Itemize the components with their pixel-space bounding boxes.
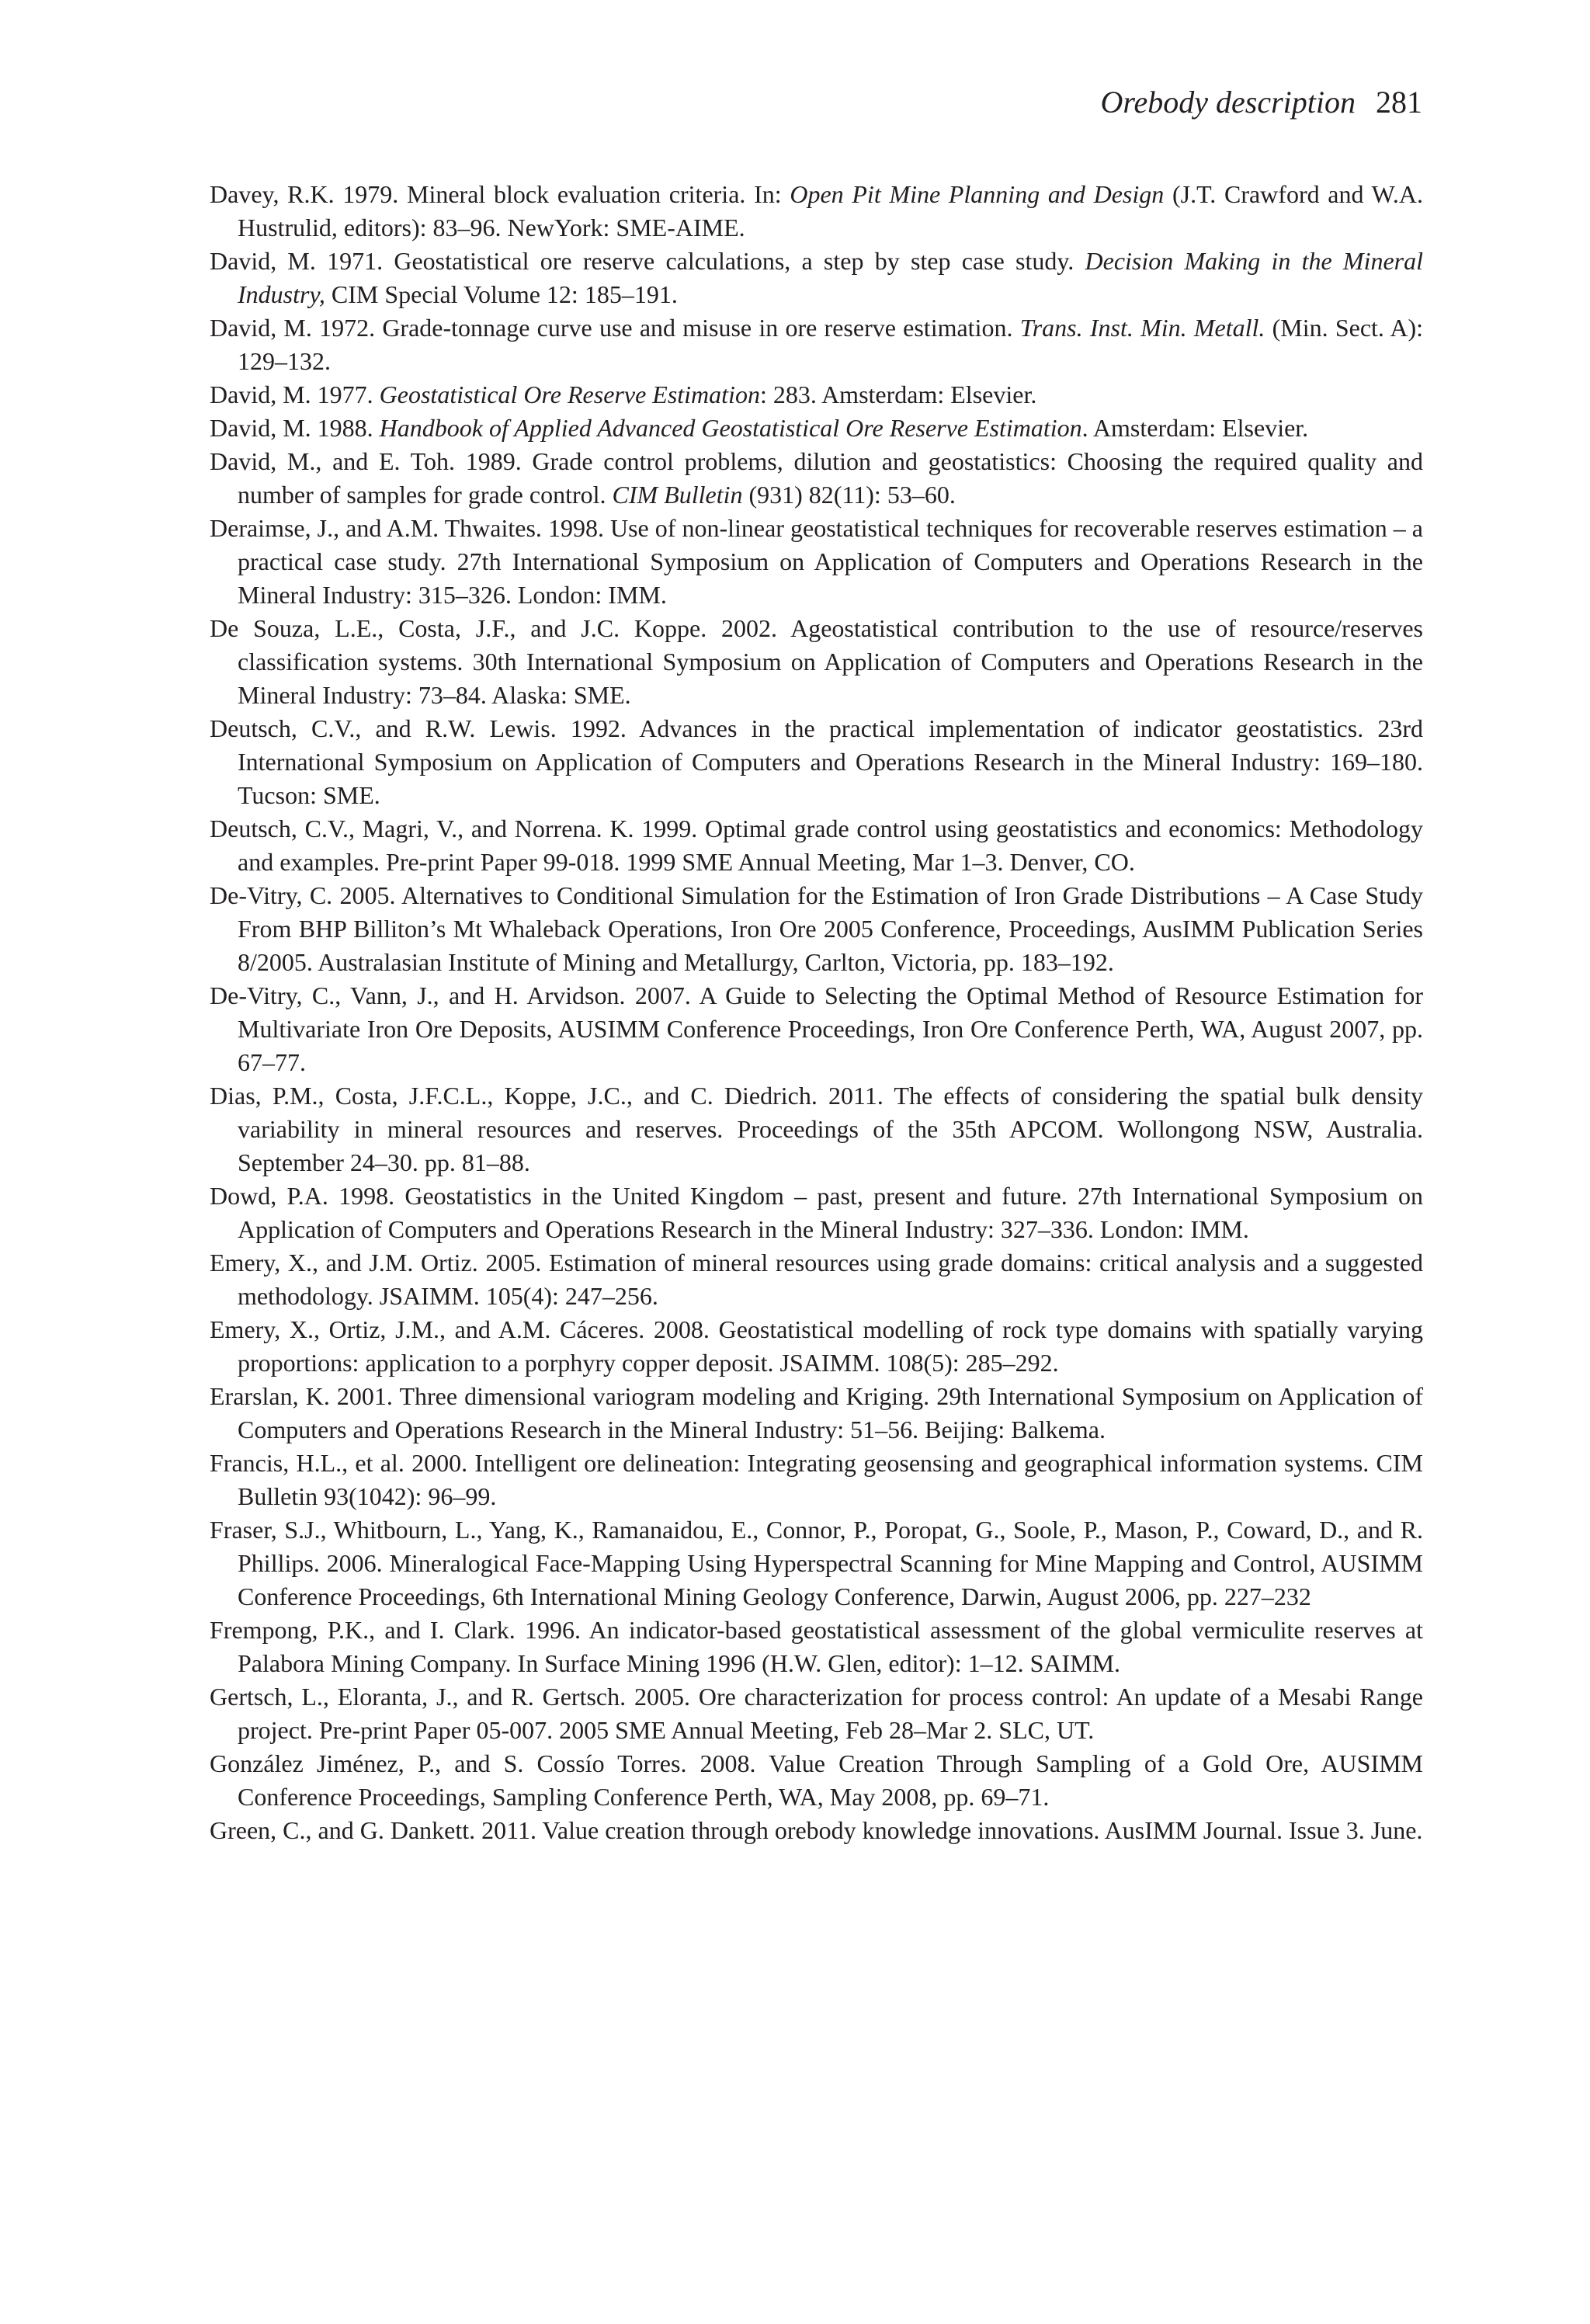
reference-entry bbox=[210, 812, 1423, 879]
reference-text: Deutsch, C.V., and R.W. Lewis. 1992. Advances in the practical implementation of indicator geostatistics. 23rd International Symposium on Application of Computers and Operations Research in the Mineral Industry: 169–180. Tucson: SME. bbox=[210, 714, 1423, 809]
reference-entry bbox=[210, 412, 1423, 445]
reference-entry bbox=[210, 311, 1423, 378]
reference-entry bbox=[210, 712, 1423, 812]
running-title: Orebody description bbox=[1100, 85, 1356, 120]
reference-text: : 283. Amsterdam: Elsevier. bbox=[759, 380, 1037, 408]
reference-list bbox=[210, 178, 1423, 1847]
reference-text: . Amsterdam: Elsevier. bbox=[1081, 414, 1309, 442]
reference-text: Francis, H.L., et al. 2000. Intelligent ore delineation: Integrating geosensing and geographical information systems. CIM Bulletin 93(1042): 96–99. bbox=[210, 1449, 1423, 1510]
page-header bbox=[1101, 87, 1422, 118]
reference-text: CIM Special Volume 12: 185–191. bbox=[325, 280, 678, 308]
page-number: 281 bbox=[1376, 85, 1422, 120]
reference-text: Fraser, S.J., Whitbourn, L., Yang, K., Ramanaidou, E., Connor, P., Poropat, G., Soole, P., Mason, P., Coward, D., and R. Phillips. 2006. Mineralogical Face-Mapping Using Hyperspectral Scanning for Mine Mapping and Control, AUSIMM Conference Proceedings, 6th International Mining Geology Conference, Darwin, August 2006, pp. 227–232 bbox=[210, 1516, 1423, 1610]
reference-text: David, M. 1971. Geostatistical ore reserve calculations, a step by step case study. bbox=[210, 247, 1085, 275]
reference-text: (J.T. Crawford and W.A. Hustrulid, editors): 83–96. NewYork: SME-AIME. bbox=[238, 180, 1424, 241]
reference-text: González Jiménez, P., and S. Cossío Torres. 2008. Value Creation Through Sampling of a Gold Ore, AUSIMM Conference Proceedings, Sampling Conference Perth, WA, May 2008, pp. 69–71. bbox=[210, 1749, 1423, 1811]
reference-text: (931) 82(11): 53–60. bbox=[742, 481, 956, 509]
reference-text: David, M. 1972. Grade-tonnage curve use and misuse in ore reserve estimation. bbox=[210, 314, 1020, 342]
reference-text: De Souza, L.E., Costa, J.F., and J.C. Koppe. 2002. Ageostatistical contribution to the use of resource/reserves classification systems. 30th International Symposium on Application of Computers and Operations Research in the Mineral Industry: 73–84. Alaska: SME. bbox=[210, 614, 1423, 709]
reference-entry bbox=[210, 612, 1423, 712]
reference-entry bbox=[210, 1513, 1423, 1614]
reference-text: David, M. 1988. bbox=[210, 414, 380, 442]
reference-text: De-Vitry, C. 2005. Alternatives to Conditional Simulation for the Estimation of Iron Grade Distributions – A Case Study From BHP Billiton’s Mt Whaleback Operations, Iron Ore 2005 Conference, Proceedings, AusIMM Publication Series 8/2005. Australasian Institute of Mining and Metallurgy, Carlton, Victoria, pp. 183–192. bbox=[210, 881, 1423, 976]
reference-entry bbox=[210, 245, 1423, 311]
reference-entry bbox=[210, 979, 1423, 1079]
reference-text: Gertsch, L., Eloranta, J., and R. Gertsch. 2005. Ore characterization for process control: An update of a Mesabi Range project. Pre-print Paper 05-007. 2005 SME Annual Meeting, Feb 28–Mar 2. SLC, UT. bbox=[210, 1683, 1423, 1744]
reference-text: David, M., and E. Toh. 1989. Grade control problems, dilution and geostatistics: Choosing the required quality and number of samples for grade control. bbox=[210, 447, 1423, 509]
reference-text: Dias, P.M., Costa, J.F.C.L., Koppe, J.C., and C. Diedrich. 2011. The effects of considering the spatial bulk density variability in mineral resources and reserves. Proceedings of the 35th APCOM. Wollongong NSW, Australia. September 24–30. pp. 81–88. bbox=[210, 1082, 1423, 1176]
reference-entry bbox=[210, 1380, 1423, 1447]
reference-text: Deraimse, J., and A.M. Thwaites. 1998. Use of non-linear geostatistical techniques for recoverable reserves estimation – a practical case study. 27th International Symposium on Application of Computers and Operations Research in the Mineral Industry: 315–326. London: IMM. bbox=[210, 514, 1423, 609]
reference-text: Erarslan, K. 2001. Three dimensional variogram modeling and Kriging. 29th International Symposium on Application of Computers and Operations Research in the Mineral Industry: 51–56. Beijing: Balkema. bbox=[210, 1382, 1423, 1443]
reference-title-italic: Open Pit Mine Planning and Design bbox=[790, 180, 1165, 208]
reference-text: Davey, R.K. 1979. Mineral block evaluation criteria. In: bbox=[210, 180, 790, 208]
reference-text: Deutsch, C.V., Magri, V., and Norrena. K. 1999. Optimal grade control using geostatistics and economics: Methodology and examples. Pre-print Paper 99-018. 1999 SME Annual Meeting, Mar 1–3. Denver, CO. bbox=[210, 815, 1423, 876]
reference-text: Emery, X., Ortiz, J.M., and A.M. Cáceres. 2008. Geostatistical modelling of rock type domains with spatially varying proportions: application to a porphyry copper deposit. JSAIMM. 108(5): 285–292. bbox=[210, 1315, 1423, 1377]
reference-title-italic: Geostatistical Ore Reserve Estimation bbox=[379, 380, 760, 408]
reference-title-italic: Trans. Inst. Min. Metall. bbox=[1019, 314, 1265, 342]
reference-text: Frempong, P.K., and I. Clark. 1996. An indicator-based geostatistical assessment of the global vermiculite reserves at Palabora Mining Company. In Surface Mining 1996 (H.W. Glen, editor): 1–12. SAIMM. bbox=[210, 1616, 1423, 1677]
reference-entry bbox=[210, 1313, 1423, 1380]
reference-entry bbox=[210, 1246, 1423, 1313]
reference-entry bbox=[210, 1079, 1423, 1179]
reference-title-italic: Decision Making in the Mineral Industry, bbox=[238, 247, 1424, 308]
reference-entry bbox=[210, 1447, 1423, 1513]
reference-entry bbox=[210, 378, 1423, 412]
reference-title-italic: Handbook of Applied Advanced Geostatistical Ore Reserve Estimation bbox=[379, 414, 1082, 442]
reference-text: Emery, X., and J.M. Ortiz. 2005. Estimation of mineral resources using grade domains: critical analysis and a suggested methodology. JSAIMM. 105(4): 247–256. bbox=[210, 1249, 1423, 1310]
reference-text: David, M. 1977. bbox=[210, 380, 380, 408]
reference-entry bbox=[210, 1614, 1423, 1680]
reference-text: Green, C., and G. Dankett. 2011. Value creation through orebody knowledge innovations. AusIMM Journal. Issue 3. June. bbox=[210, 1816, 1423, 1844]
reference-text: Dowd, P.A. 1998. Geostatistics in the United Kingdom – past, present and future. 27th International Symposium on Application of Computers and Operations Research in the Mineral Industry: 327–336. London: IMM. bbox=[210, 1182, 1423, 1243]
reference-entry bbox=[210, 1814, 1423, 1847]
reference-entry bbox=[210, 1747, 1423, 1814]
reference-text: De-Vitry, C., Vann, J., and H. Arvidson. 2007. A Guide to Selecting the Optimal Method of Resource Estimation for Multivariate Iron Ore Deposits, AUSIMM Conference Proceedings, Iron Ore Conference Perth, WA, August 2007, pp. 67–77. bbox=[210, 981, 1423, 1076]
reference-title-italic: CIM Bulletin bbox=[612, 481, 743, 509]
reference-entry bbox=[210, 1680, 1423, 1747]
reference-entry bbox=[210, 512, 1423, 612]
reference-entry bbox=[210, 879, 1423, 979]
reference-entry bbox=[210, 178, 1423, 245]
reference-text: (Min. Sect. A): 129–132. bbox=[238, 314, 1424, 375]
reference-entry bbox=[210, 1179, 1423, 1246]
reference-entry bbox=[210, 445, 1423, 512]
